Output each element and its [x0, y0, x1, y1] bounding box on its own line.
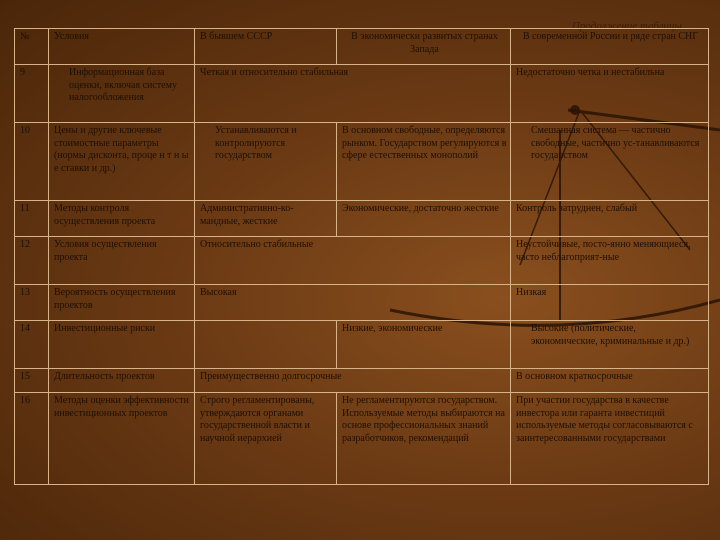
row-russia: Низкая: [511, 285, 709, 321]
row-conditions: Вероятность осуществления проектов: [49, 285, 195, 321]
row-num: 14: [15, 321, 49, 369]
row-num: 11: [15, 201, 49, 237]
row-num: 13: [15, 285, 49, 321]
row-russia: При участии государства в качестве инвестора или гаранта инвестиций используемые методы согласовываются с заинтересованными государствами: [511, 393, 709, 485]
table-row: [15, 321, 709, 369]
header-num: №: [15, 29, 49, 65]
row-russia: Высокие (политические, экономические, криминальные и др.): [511, 321, 709, 369]
row-conditions: Методы оценки эффективности инвестиционных проектов: [49, 393, 195, 485]
row-num: 16: [15, 393, 49, 485]
row-west: Не регламентируются государством. Используемые методы выбираются на основе профессиональных знаний разработчиков, рекомендаций: [337, 393, 511, 485]
row-ussr-west: Преимущественно долгосрочные: [195, 369, 511, 393]
row-conditions: Длительность проектов: [49, 369, 195, 393]
row-ussr: [195, 321, 337, 369]
comparison-table: [14, 28, 709, 485]
table-row: [15, 123, 709, 201]
row-ussr-west: Четкая и относительно стабильная: [195, 65, 511, 123]
row-ussr-west: Высокая: [195, 285, 511, 321]
row-num: 15: [15, 369, 49, 393]
row-num: 9: [15, 65, 49, 123]
table-row: [15, 393, 709, 485]
row-west: В основном свободные, определяются рынком. Государством регулируются в сфере естественных монополий: [337, 123, 511, 201]
table-row: [15, 285, 709, 321]
row-num: 10: [15, 123, 49, 201]
row-west: Низкие, экономические: [337, 321, 511, 369]
row-conditions: Инвестиционные риски: [49, 321, 195, 369]
row-conditions: Условия осуществления проекта: [49, 237, 195, 285]
header-russia: В современной России и ряде стран СНГ: [511, 29, 709, 65]
row-ussr: Устанавливаются и контролируются государством: [195, 123, 337, 201]
row-russia: Неустойчивые, посто-янно меняющиеся, часто неблагоприят-ные: [511, 237, 709, 285]
header-conditions: Условия: [49, 29, 195, 65]
table-row: [15, 201, 709, 237]
row-num: 12: [15, 237, 49, 285]
row-conditions: Информационная база оценки, включая систему налогообложения: [49, 65, 195, 123]
row-russia: Контроль затруднен, слабый: [511, 201, 709, 237]
table-continuation-caption: Продолжение таблицы: [571, 20, 682, 32]
header-ussr: В бывшем СССР: [195, 29, 337, 65]
row-conditions: Цены и другие ключевые стоимостные параметры (нормы дисконта, проце н т н ы е ставки и др.): [49, 123, 195, 201]
row-ussr: Строго регламентированы, утверждаются органами государственной власти и научной иерархией: [195, 393, 337, 485]
row-ussr-west: Относительно стабильные: [195, 237, 511, 285]
table-row: [15, 65, 709, 123]
row-russia: Смешанная система — частично свободные, частично ус-танавливаются государством: [511, 123, 709, 201]
row-russia: В основном краткосрочные: [511, 369, 709, 393]
header-row: [15, 29, 709, 65]
row-ussr: Административно-ко-мандные, жесткие: [195, 201, 337, 237]
table-row: [15, 369, 709, 393]
header-west: В экономически развитых странах Запада: [337, 29, 511, 65]
row-west: Экономические, достаточно жесткие: [337, 201, 511, 237]
row-russia: Недостаточно четка и нестабильна: [511, 65, 709, 123]
row-conditions: Методы контроля осуществления проекта: [49, 201, 195, 237]
table-row: [15, 237, 709, 285]
